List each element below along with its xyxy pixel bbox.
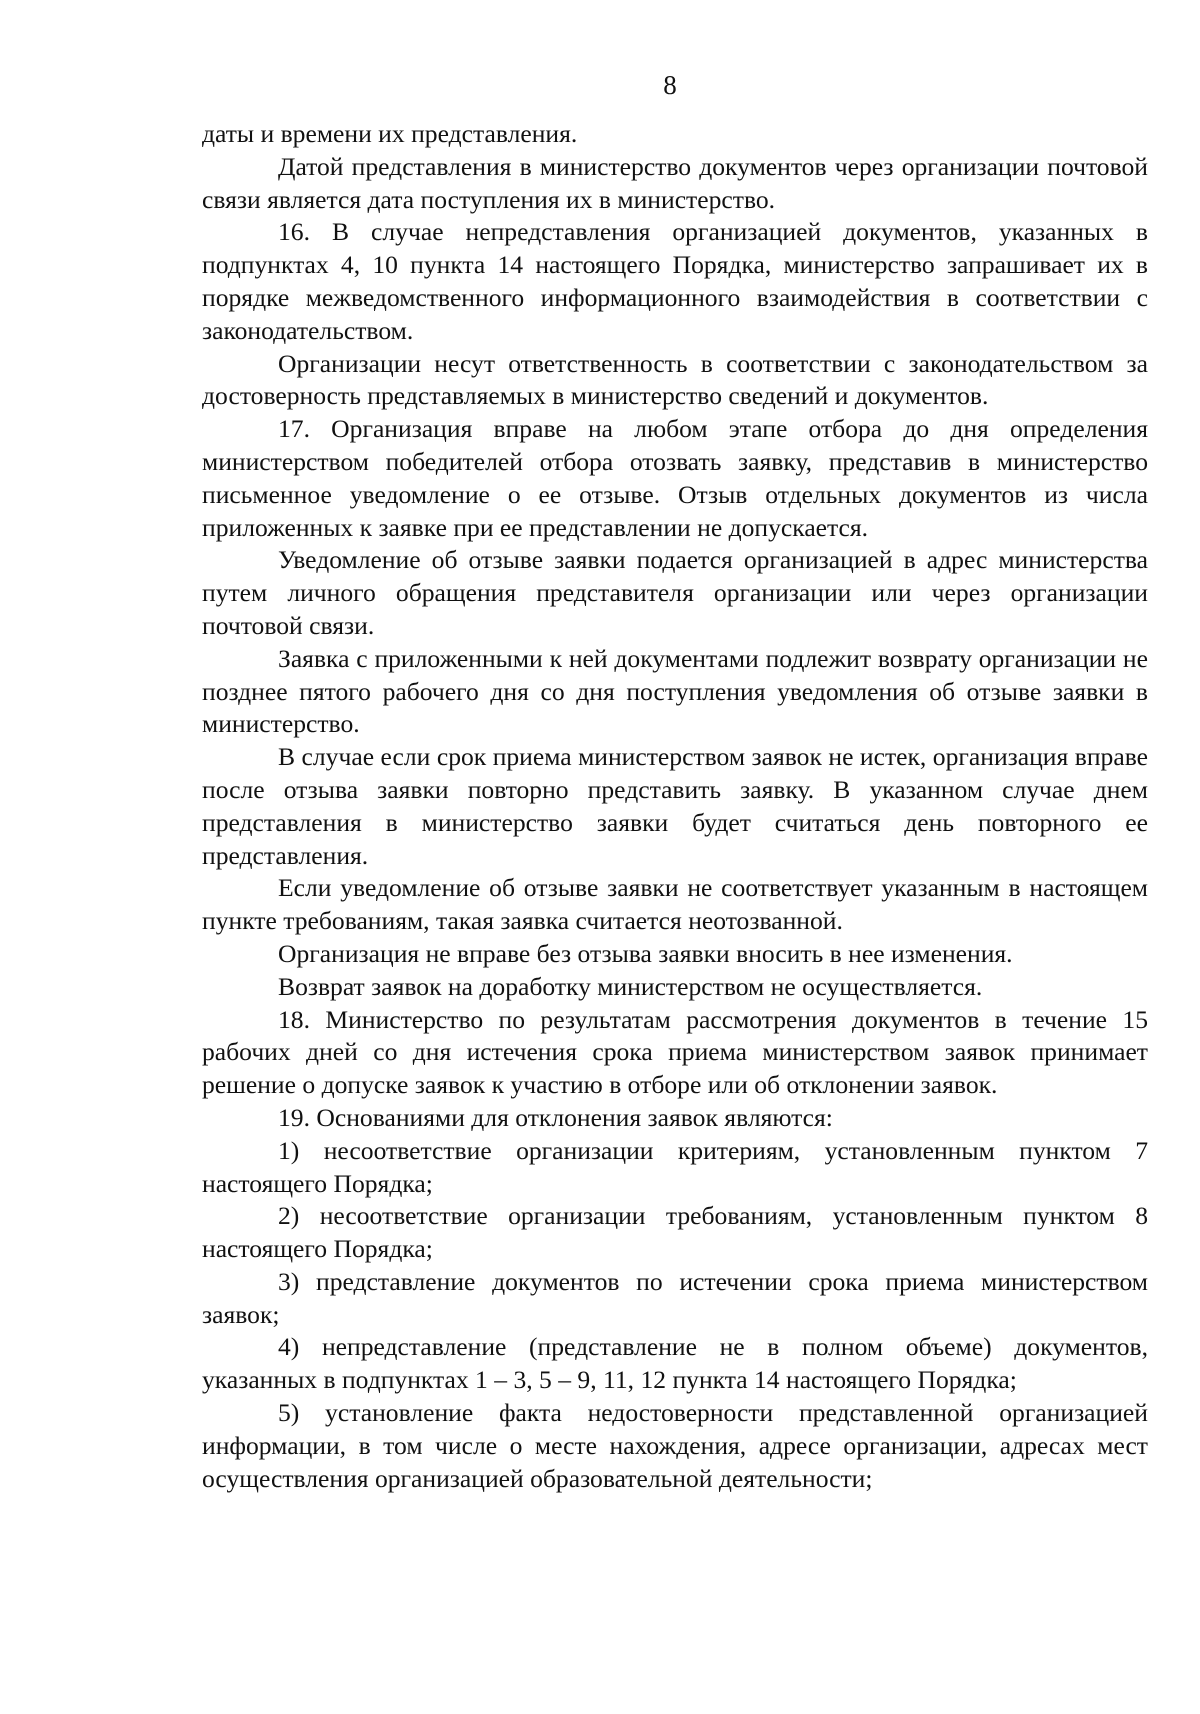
- page-number: 8: [663, 70, 677, 100]
- paragraph-continuation: даты и времени их представления.: [202, 119, 578, 148]
- paragraph: Если уведомление об отзыве заявки не соответствует указанным в настоящем пункте требованиям, такая заявка считается неотозванной.: [202, 873, 1148, 936]
- paragraph-clause-18: 18. Министерство по результатам рассмотрения документов в течение 15 рабочих дней со дня истечения срока приема министерством заявок принимает решение о допуске заявок к участию в отборе или об отклонении заявок.: [202, 1004, 1148, 1100]
- list-item: 3) представление документов по истечении срока приема министерством заявок;: [202, 1266, 1148, 1329]
- paragraph: Организации несут ответственность в соответствии с законодательством за достоверность представляемых в министерство сведений и документов.: [202, 348, 1148, 411]
- paragraph: Заявка с приложенными к ней документами подлежит возврату организации не позднее пятого рабочего дня со дня поступления уведомления об отзыве заявки в министерство.: [202, 643, 1148, 739]
- paragraph: Датой представления в министерство документов через организации почтовой связи является дата поступления их в министерство.: [202, 151, 1148, 214]
- paragraph-clause-17: 17. Организация вправе на любом этапе отбора до дня определения министерством победителей отбора отозвать заявку, представив в министерство письменное уведомление о ее отзыве. Отзыв отдельных документов из числа приложенных к заявке при ее представлении не допускается.: [202, 414, 1148, 542]
- paragraph: Организация не вправе без отзыва заявки вносить в нее изменения.: [278, 938, 1013, 968]
- paragraph: Уведомление об отзыве заявки подается организацией в адрес министерства путем личного обращения представителя организации или через организации почтовой связи.: [202, 545, 1148, 640]
- list-item: 1) несоответствие организации критериям, установленным пунктом 7 настоящего Порядка;: [202, 1135, 1148, 1198]
- list-item: 2) несоответствие организации требованиям, установленным пунктом 8 настоящего Порядка;: [202, 1201, 1148, 1264]
- paragraph: Возврат заявок на доработку министерством не осуществляется.: [278, 971, 983, 1001]
- paragraph-clause-19: 19. Основаниями для отклонения заявок являются:: [278, 1102, 833, 1132]
- list-item: 5) установление факта недостоверности представленной организацией информации, в том числе о месте нахождения, адресе организации, адресах мест осуществления организацией образовательной деятельности;: [202, 1398, 1148, 1493]
- list-item: 4) непредставление (представление не в полном объеме) документов, указанных в подпунктах 1 – 3, 5 – 9, 11, 12 пункта 14 настоящего Порядка;: [202, 1332, 1148, 1395]
- paragraph: В случае если срок приема министерством заявок не истек, организация вправе после отзыва заявки повторно представить заявку. В указанном случае днем представления в министерство заявки будет считаться день повторного ее представления.: [202, 742, 1148, 870]
- document-body: [202, 118, 1148, 1495]
- paragraph-clause-16: 16. В случае непредставления организацией документов, указанных в подпунктах 4, 10 пункта 14 настоящего Порядка, министерство запрашивает их в порядке межведомственного информационного взаимодействия в соответствии с законодательством.: [202, 217, 1148, 345]
